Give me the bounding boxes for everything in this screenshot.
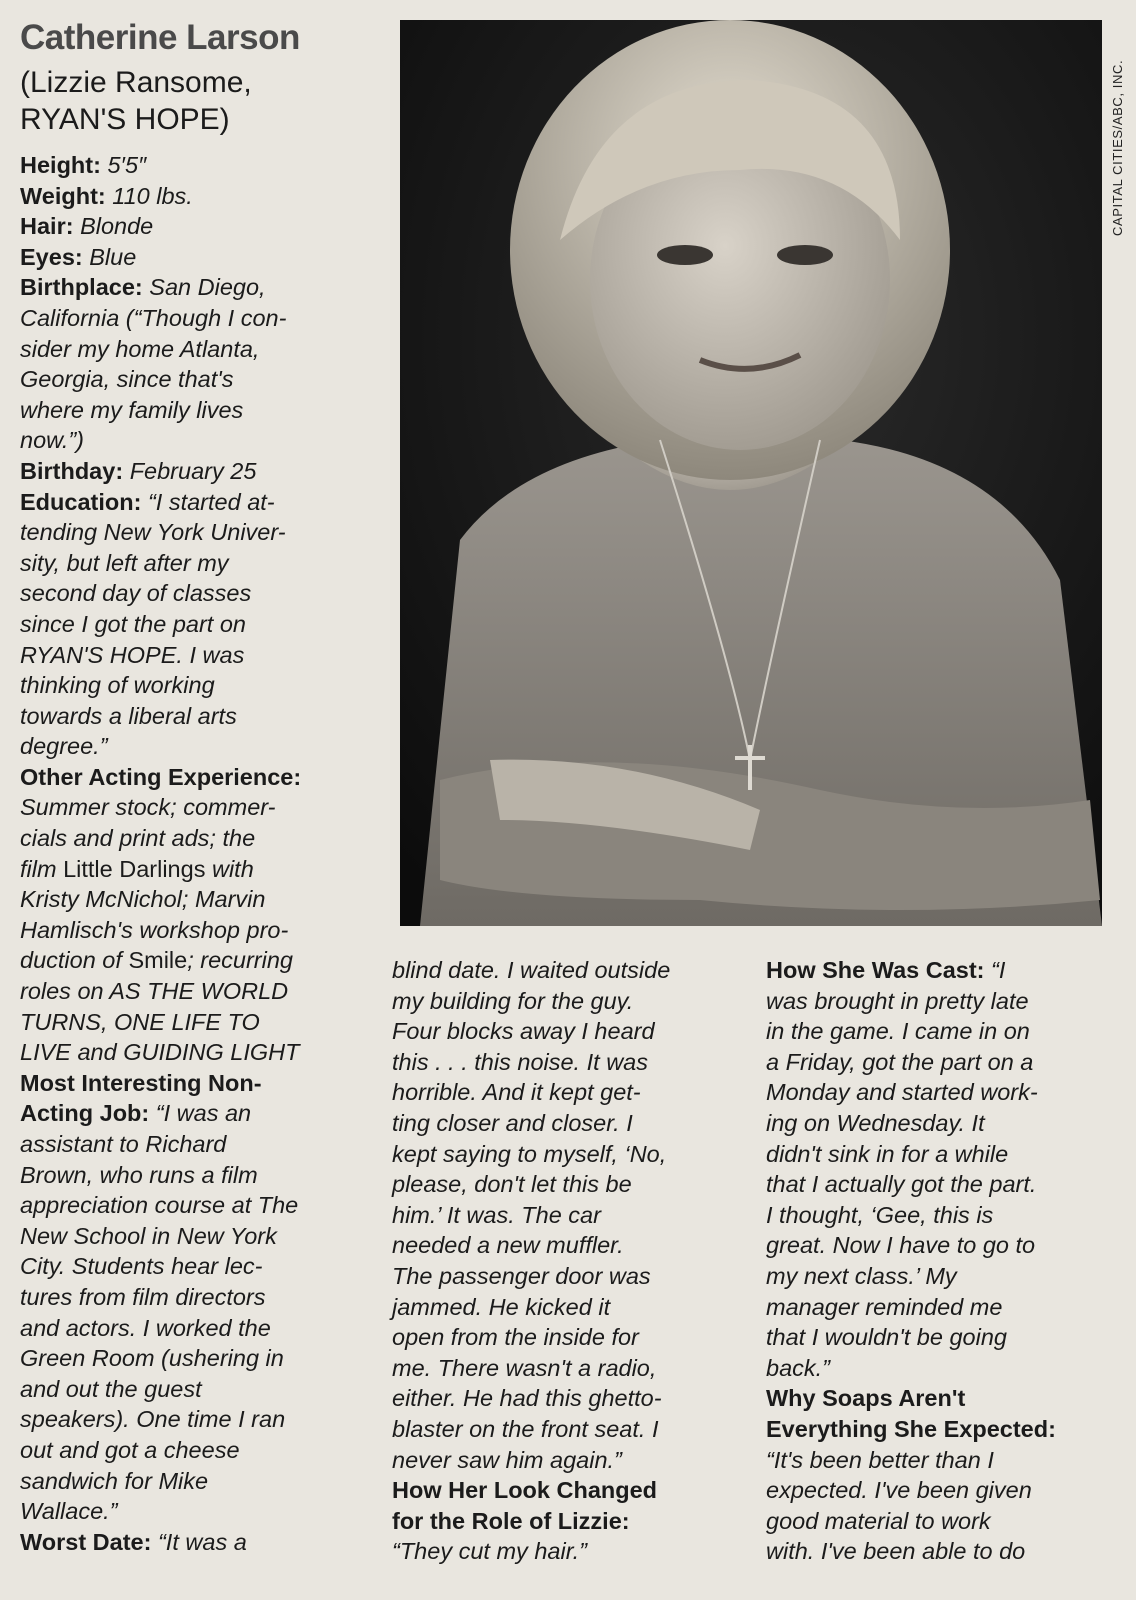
photo-credit: CAPITAL CITIES/ABC, INC.	[1110, 59, 1125, 236]
text-line	[766, 1200, 1116, 1231]
field-text: “It's been better than I	[766, 1446, 994, 1473]
field-text: ; recurring	[187, 947, 293, 974]
field-text: this . . . this noise. It was	[392, 1048, 648, 1075]
text-line	[766, 1292, 1116, 1323]
text-line	[766, 1445, 1116, 1476]
text-line	[20, 1496, 365, 1527]
text-line	[20, 517, 365, 548]
field-label: Why Soaps Aren't	[766, 1385, 966, 1412]
text-line	[766, 1230, 1116, 1261]
text-line	[766, 1169, 1116, 1200]
text-line	[766, 1322, 1116, 1353]
text-line	[766, 1077, 1116, 1108]
field-text: jammed. He kicked it	[392, 1293, 611, 1320]
field-text: needed a new muffler.	[392, 1232, 624, 1259]
field-text: roles on AS THE WORLD	[20, 978, 289, 1005]
field-text: expected. I've been given	[766, 1477, 1032, 1504]
text-line	[766, 986, 1116, 1017]
text-line	[20, 1160, 365, 1191]
field-text: Georgia, since that's	[20, 366, 234, 393]
text-line	[766, 1475, 1116, 1506]
text-line	[392, 1353, 732, 1384]
text-line	[20, 1374, 365, 1405]
text-line	[392, 1077, 732, 1108]
text-line	[20, 945, 365, 976]
text-line	[20, 1129, 365, 1160]
text-line	[20, 548, 365, 579]
field-text: speakers). One time I ran	[20, 1406, 286, 1433]
role-subtitle	[20, 64, 252, 138]
field-text: 110 lbs.	[112, 182, 193, 209]
field-text: Monday and started work-	[766, 1079, 1038, 1106]
portrait-photo	[400, 20, 1102, 926]
text-line	[20, 792, 365, 823]
field-text: out and got a cheese	[20, 1436, 240, 1463]
field-text: The passenger door was	[392, 1262, 651, 1289]
text-line	[766, 1047, 1116, 1078]
text-line	[20, 1466, 365, 1497]
field-text: Little Darlings	[63, 855, 206, 882]
field-text: I thought, ‘Gee, this is	[766, 1201, 994, 1228]
text-line	[392, 1292, 732, 1323]
field-text: where my family lives	[20, 396, 244, 423]
field-label: Birthday:	[20, 457, 130, 484]
text-line	[20, 701, 365, 732]
field-label: How Her Look Changed	[392, 1477, 658, 1504]
text-line	[766, 1383, 1116, 1414]
field-text: kept saying to myself, ‘No,	[392, 1140, 667, 1167]
field-text: ing on Wednesday. It	[766, 1109, 985, 1136]
field-text: blaster on the front seat. I	[392, 1415, 659, 1442]
text-line	[20, 976, 365, 1007]
field-text: LIVE and GUIDING LIGHT	[20, 1039, 300, 1066]
field-text: Wallace.”	[20, 1498, 118, 1525]
field-text: degree.”	[20, 733, 108, 760]
text-line	[20, 303, 365, 334]
field-text: film	[20, 855, 64, 882]
text-line	[20, 578, 365, 609]
field-label: Height:	[20, 152, 108, 178]
text-line	[20, 425, 365, 456]
field-text: Kristy McNichol; Marvin	[20, 886, 266, 913]
text-line	[20, 334, 365, 365]
field-text: blind date. I waited outside	[392, 957, 671, 983]
field-text: “It was a	[157, 1528, 247, 1555]
field-text: Summer stock; commer-	[20, 794, 276, 821]
field-text: “I was an	[155, 1100, 252, 1127]
text-line	[392, 955, 732, 986]
field-text: me. There wasn't a radio,	[392, 1354, 657, 1381]
field-text: my next class.’ My	[766, 1262, 957, 1289]
field-text: sity, but left after my	[20, 549, 229, 576]
text-line	[20, 1435, 365, 1466]
field-text: appreciation course at The	[20, 1192, 299, 1219]
portrait-illustration	[400, 20, 1102, 926]
text-line	[20, 854, 365, 885]
text-line	[20, 1007, 365, 1038]
text-line	[392, 1506, 732, 1537]
field-text: manager reminded me	[766, 1293, 1003, 1320]
field-text: never saw him again.”	[392, 1446, 622, 1473]
field-text: RYAN'S HOPE. I was	[20, 641, 245, 668]
text-line	[20, 1221, 365, 1252]
field-text: duction of	[20, 947, 129, 974]
text-line	[20, 364, 365, 395]
left-text-column	[20, 150, 365, 1557]
field-label: Birthplace:	[20, 274, 150, 301]
field-text: ting closer and closer. I	[392, 1109, 633, 1136]
field-label: Hair:	[20, 213, 81, 240]
text-line	[766, 1506, 1116, 1537]
field-text: now.”)	[20, 427, 84, 454]
field-text: Four blocks away I heard	[392, 1018, 655, 1045]
field-text: City. Students hear lec-	[20, 1253, 263, 1280]
right-text-column	[766, 955, 1116, 1567]
field-label: Other Acting Experience:	[20, 763, 302, 790]
field-text: Hamlisch's workshop pro-	[20, 916, 289, 943]
text-line	[20, 762, 365, 793]
text-line	[20, 1343, 365, 1374]
field-label: Eyes:	[20, 243, 90, 270]
field-text: that I actually got the part.	[766, 1171, 1037, 1198]
text-line	[392, 1230, 732, 1261]
field-label: Education:	[20, 488, 148, 515]
field-label: Acting Job:	[20, 1100, 156, 1127]
text-line	[766, 955, 1116, 986]
field-text: please, don't let this be	[392, 1171, 632, 1198]
field-text: good material to work	[766, 1507, 991, 1534]
text-line	[766, 1108, 1116, 1139]
text-line	[20, 1282, 365, 1313]
text-line	[20, 242, 365, 273]
field-text: assistant to Richard	[20, 1131, 227, 1157]
text-line	[392, 1475, 732, 1506]
field-text: thinking of working	[20, 672, 215, 699]
field-text: back.”	[766, 1354, 830, 1381]
field-text: San Diego,	[149, 274, 266, 301]
field-text: and actors. I worked the	[20, 1314, 271, 1341]
text-line	[20, 211, 365, 242]
field-text: Smile	[128, 947, 188, 974]
text-line	[20, 1313, 365, 1344]
field-text: February 25	[129, 457, 257, 484]
field-text: a Friday, got the part on a	[766, 1048, 1034, 1075]
field-text: California (“Though I con-	[20, 304, 287, 331]
text-line	[20, 823, 365, 854]
field-text: and out the guest	[20, 1375, 202, 1402]
text-line	[392, 1169, 732, 1200]
field-text: open from the inside for	[392, 1324, 639, 1351]
text-line	[766, 1139, 1116, 1170]
text-line	[392, 986, 732, 1017]
field-text: “I	[991, 957, 1006, 983]
role-subtitle-line: (Lizzie Ransome,	[20, 66, 252, 99]
text-line	[20, 731, 365, 762]
text-line	[20, 1251, 365, 1282]
field-text: “They cut my hair.”	[392, 1538, 587, 1565]
text-line	[766, 1261, 1116, 1292]
text-line	[392, 1414, 732, 1445]
text-line	[20, 181, 365, 212]
text-line	[20, 1068, 365, 1099]
text-line	[392, 1108, 732, 1139]
text-line	[392, 1047, 732, 1078]
field-text: New School in New York	[20, 1222, 277, 1249]
field-text: since I got the part on	[20, 610, 247, 637]
field-text: horrible. And it kept get-	[392, 1079, 641, 1106]
text-line	[20, 272, 365, 303]
field-text: second day of classes	[20, 580, 252, 607]
text-line	[392, 1536, 732, 1567]
field-text: him.’ It was. The car	[392, 1201, 601, 1228]
field-text: towards a liberal arts	[20, 702, 237, 729]
text-line	[392, 1261, 732, 1292]
text-line	[20, 456, 365, 487]
text-line	[392, 1200, 732, 1231]
text-line	[20, 884, 365, 915]
field-text: TURNS, ONE LIFE TO	[20, 1008, 260, 1035]
field-text: tending New York Univer-	[20, 519, 286, 546]
text-line	[20, 1037, 365, 1068]
field-label: Everything She Expected:	[766, 1415, 1056, 1442]
field-text: Blue	[89, 243, 137, 270]
text-line	[766, 1414, 1116, 1445]
field-text: was brought in pretty late	[766, 987, 1029, 1014]
field-text: sandwich for Mike	[20, 1467, 209, 1494]
field-text: Green Room (ushering in	[20, 1345, 284, 1372]
text-line	[20, 1190, 365, 1221]
text-line	[392, 1322, 732, 1353]
text-line	[20, 1527, 365, 1558]
field-text: with. I've been able to do	[766, 1538, 1026, 1565]
field-label: How She Was Cast:	[766, 957, 992, 983]
field-text: in the game. I came in on	[766, 1018, 1030, 1045]
role-subtitle-line: RYAN'S HOPE)	[20, 103, 230, 136]
text-line	[392, 1139, 732, 1170]
text-line	[766, 1536, 1116, 1567]
field-text: that I wouldn't be going	[766, 1324, 1007, 1351]
text-line	[20, 150, 365, 181]
field-text: either. He had this ghetto-	[392, 1385, 662, 1412]
field-text: 5′5″	[107, 152, 147, 178]
text-line	[20, 670, 365, 701]
field-text: Brown, who runs a film	[20, 1161, 258, 1188]
field-label: for the Role of Lizzie:	[392, 1507, 630, 1534]
field-text: my building for the guy.	[392, 987, 634, 1014]
text-line	[392, 1445, 732, 1476]
text-line	[20, 395, 365, 426]
field-text: sider my home Atlanta,	[20, 335, 260, 362]
text-line	[20, 487, 365, 518]
text-line	[20, 1404, 365, 1435]
text-line	[20, 915, 365, 946]
middle-text-column	[392, 955, 732, 1567]
text-line	[392, 1383, 732, 1414]
text-line	[20, 1098, 365, 1129]
text-line	[20, 640, 365, 671]
text-line	[766, 1353, 1116, 1384]
field-text: didn't sink in for a while	[766, 1140, 1009, 1167]
field-label: Worst Date:	[20, 1528, 158, 1555]
text-line	[20, 609, 365, 640]
field-text: tures from film directors	[20, 1283, 266, 1310]
text-line	[392, 1016, 732, 1047]
field-text: “I started at-	[147, 488, 275, 515]
field-text: Blonde	[80, 213, 154, 240]
field-text: with	[205, 855, 254, 882]
field-text: great. Now I have to go to	[766, 1232, 1036, 1259]
profile-name: Catherine Larson	[20, 18, 300, 57]
field-label: Most Interesting Non-	[20, 1069, 262, 1096]
field-label: Weight:	[20, 182, 113, 209]
field-text: cials and print ads; the	[20, 825, 256, 852]
text-line	[766, 1016, 1116, 1047]
